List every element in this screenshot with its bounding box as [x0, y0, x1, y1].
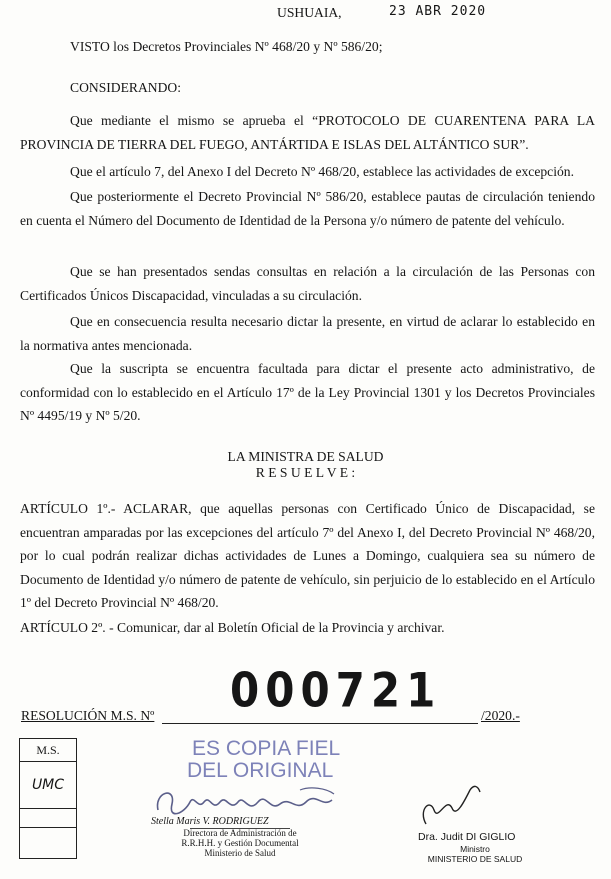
authority-title: LA MINISTRA DE SALUD — [227, 449, 384, 464]
copy-stamp-line-2: DEL ORIGINAL — [187, 759, 334, 782]
considerando-paragraph-1: Que mediante el mismo se aprueba el “PROTOCOLO DE CUARENTENA PARA LA PROVINCIA DE TIERRA DEL FUEGO, ANTÁRTIDA E ISLAS DEL ALTÁNTICO SUR”. — [20, 113, 595, 152]
resolution-number: 000721 — [230, 663, 442, 718]
right-signatory-name: Dra. Judit DI GIGLIO — [418, 831, 516, 843]
initials-box — [19, 738, 77, 859]
article-1: ARTÍCULO 1º.- ACLARAR, que aquellas personas con Certificado Único de Discapacidad, se encuentran amparadas por las excepciones del artículo 7º del Anexo I, del Decreto Provincial Nº 468/20, por lo cual podrán realizar dichas actividades de Lunes a Domingo, cualquiera sea su número de Documento de Identidad y/o número de patente de vehículo, sin perjuicio de lo establecido en el Artículo 1º del Decreto Provincial Nº 468/20. — [20, 501, 595, 610]
copy-stamp-line-1: ES COPIA FIEL — [192, 737, 341, 760]
initials-box-header: M.S. — [20, 739, 77, 762]
resuelve-heading: R E S U E L V E : — [255, 465, 356, 480]
header-city: USHUAIA, — [277, 5, 342, 20]
considerando-paragraph-6: Que la suscripta se encuentra facultada para dictar el presente acto administrativo, de conformidad con lo establecido en el Artículo 17º de la Ley Provincial 1301 y los Decretos Provinciales Nº 4495/19 y Nº 5/20. — [20, 361, 595, 423]
considerando-paragraph-2: Que el artículo 7, del Anexo I del Decreto Nº 468/20, establece las actividades de excepción. — [70, 164, 574, 179]
considerando-heading: CONSIDERANDO: — [70, 80, 182, 95]
left-signatory-title-1: Directora de Administración de — [183, 828, 297, 838]
right-signatory-title-1: Ministro — [460, 844, 490, 854]
initials-handwritten: UMC — [20, 762, 77, 809]
considerando-paragraph-5: Que en consecuencia resulta necesario dictar la presente, en virtud de aclarar lo establecido en la normativa antes mencionada. — [20, 314, 595, 353]
visto-paragraph: VISTO los Decretos Provinciales Nº 468/20 y Nº 586/20; — [70, 39, 383, 54]
article-2: ARTÍCULO 2º. - Comunicar, dar al Boletín Oficial de la Provincia y archivar. — [20, 620, 445, 635]
date-stamp: 23 ABR 2020 — [389, 4, 487, 19]
resolution-label: RESOLUCIÓN M.S. Nº — [21, 708, 155, 723]
right-signatory-title-2: MINISTERIO DE SALUD — [427, 854, 523, 864]
considerando-paragraph-3: Que posteriormente el Decreto Provincial Nº 586/20, establece pautas de circulación teniendo en cuenta el Número del Documento de Identidad de la Persona y/o número de patente del vehículo. — [20, 189, 595, 228]
resolution-underline — [162, 723, 478, 724]
left-signatory-name: Stella Maris V. RODRIGUEZ — [151, 816, 269, 827]
left-signatory-title-3: Ministerio de Salud — [204, 848, 276, 858]
resolution-year: /2020.- — [481, 708, 520, 723]
considerando-paragraph-4: Que se han presentados sendas consultas en relación a la circulación de las Personas con Certificados Únicos Discapacidad, vinculadas a su circulación. — [20, 264, 595, 303]
left-signatory-title-2: R.R.H.H. y Gestión Documental — [181, 838, 299, 848]
